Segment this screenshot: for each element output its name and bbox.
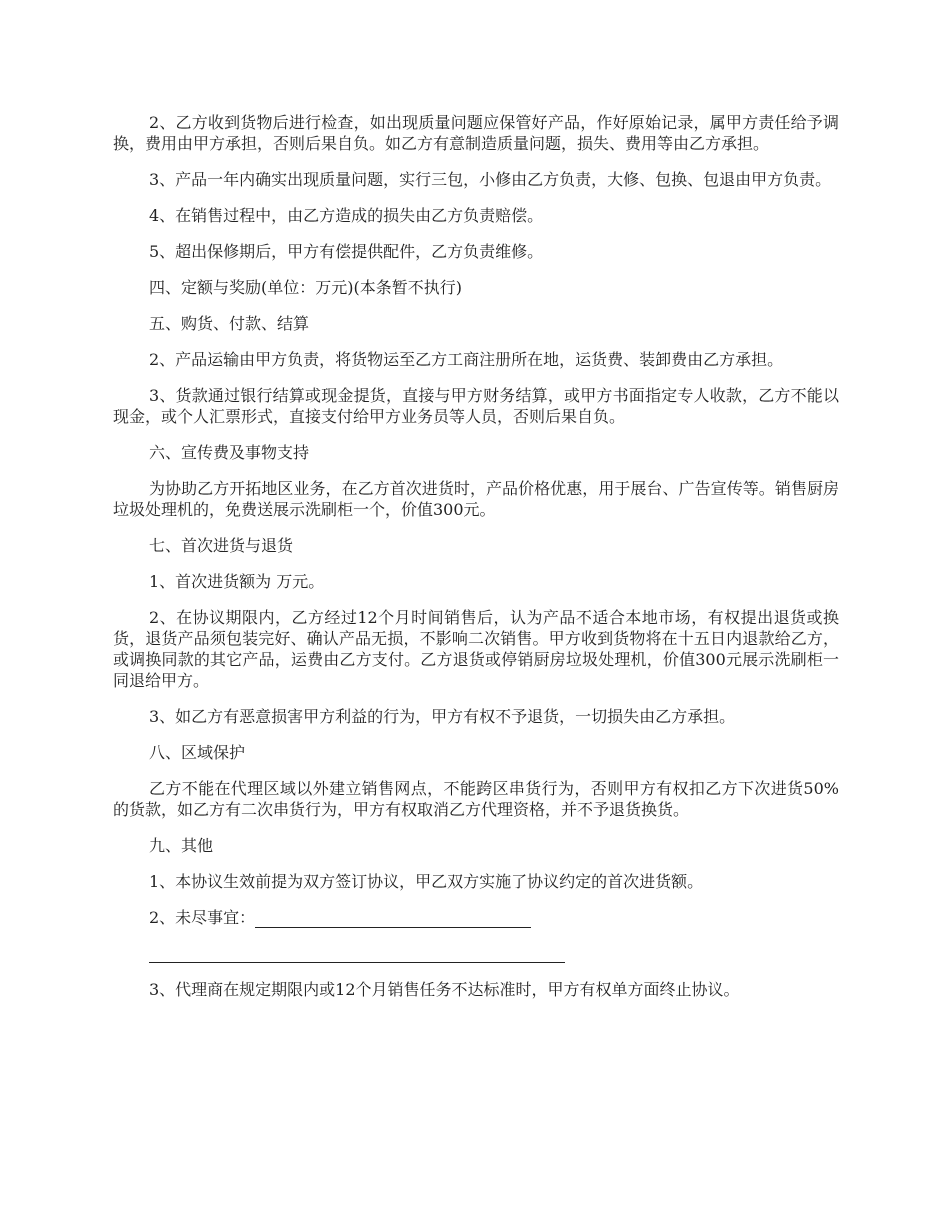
- clause-3-payment: 3、货款通过银行结算或现金提货，直接与甲方财务结算，或甲方书面指定专人收款，乙方不能以现金，或个人汇票形式，直接支付给甲方业务员等人员，否则后果自负。: [113, 386, 839, 426]
- clause-2-pending-matters: [113, 907, 839, 928]
- section-6-heading: 六、宣传费及事物支持: [149, 443, 310, 462]
- clause-4-sales-loss: 4、在销售过程中，由乙方造成的损失由乙方负责赔偿。: [149, 206, 544, 225]
- clause-1-effective-condition: 1、本协议生效前提为双方签订协议，甲乙双方实施了协议约定的首次进货额。: [149, 872, 704, 891]
- fill-in-blank-line-2: [113, 943, 839, 964]
- regional-protection-paragraph: 乙方不能在代理区域以外建立销售网点，不能跨区串货行为，否则甲方有权扣乙方下次进货50%的货款，如乙方有二次串货行为，甲方有权取消乙方代理资格，并不予退货换货。: [113, 779, 839, 819]
- clause-5-after-warranty: 5、超出保修期后，甲方有偿提供配件，乙方负责维修。: [149, 242, 544, 261]
- blank-rule: [149, 962, 565, 963]
- clause-1-first-order: 1、首次进货额为 万元。: [149, 572, 325, 591]
- section-4-heading: 四、定额与奖励(单位：万元)(本条暂不执行): [149, 278, 462, 297]
- clause-2-returns: 2、在协议期限内，乙方经过12个月时间销售后，认为产品不适合本地市场，有权提出退货或换货，退货产品须包装完好、确认产品无损，不影响二次销售。甲方收到货物将在十五日内退款给乙方，或调换同款的其它产品，运费由乙方支付。乙方退货或停销厨房垃圾处理机，价值300元展示洗刷柜一同退给甲方。: [113, 608, 839, 690]
- promotion-support-paragraph: 为协助乙方开拓地区业务，在乙方首次进货时，产品价格优惠，用于展台、广告宣传等。销售厨房垃圾处理机的，免费送展示洗刷柜一个，价值300元。: [113, 479, 839, 519]
- fill-in-blank-line: [255, 911, 531, 928]
- pending-matters-label: 2、未尽事宜：: [149, 908, 256, 927]
- section-5-heading: 五、购货、付款、结算: [149, 314, 310, 333]
- clause-3-warranty: 3、产品一年内确实出现质量问题，实行三包，小修由乙方负责，大修、包换、包退由甲方负责。: [149, 170, 832, 189]
- clause-2-quality-inspection: 2、乙方收到货物后进行检查，如出现质量问题应保管好产品，作好原始记录，属甲方责任给予调换，费用由甲方承担，否则后果自负。如乙方有意制造质量问题，损失、费用等由乙方承担。: [113, 113, 839, 153]
- clause-3-malicious-damage: 3、如乙方有恶意损害甲方利益的行为，甲方有权不予退货，一切损失由乙方承担。: [149, 707, 736, 726]
- section-7-heading: 七、首次进货与退货: [149, 536, 294, 555]
- section-9-heading: 九、其他: [149, 836, 214, 855]
- document-body: [113, 112, 839, 1000]
- clause-3-termination: 3、代理商在规定期限内或12个月销售任务不达标准时，甲方有权单方面终止协议。: [149, 980, 740, 999]
- section-8-heading: 八、区域保护: [149, 743, 246, 762]
- clause-2-transport: 2、产品运输由甲方负责，将货物运至乙方工商注册所在地，运货费、装卸费由乙方承担。: [149, 350, 784, 369]
